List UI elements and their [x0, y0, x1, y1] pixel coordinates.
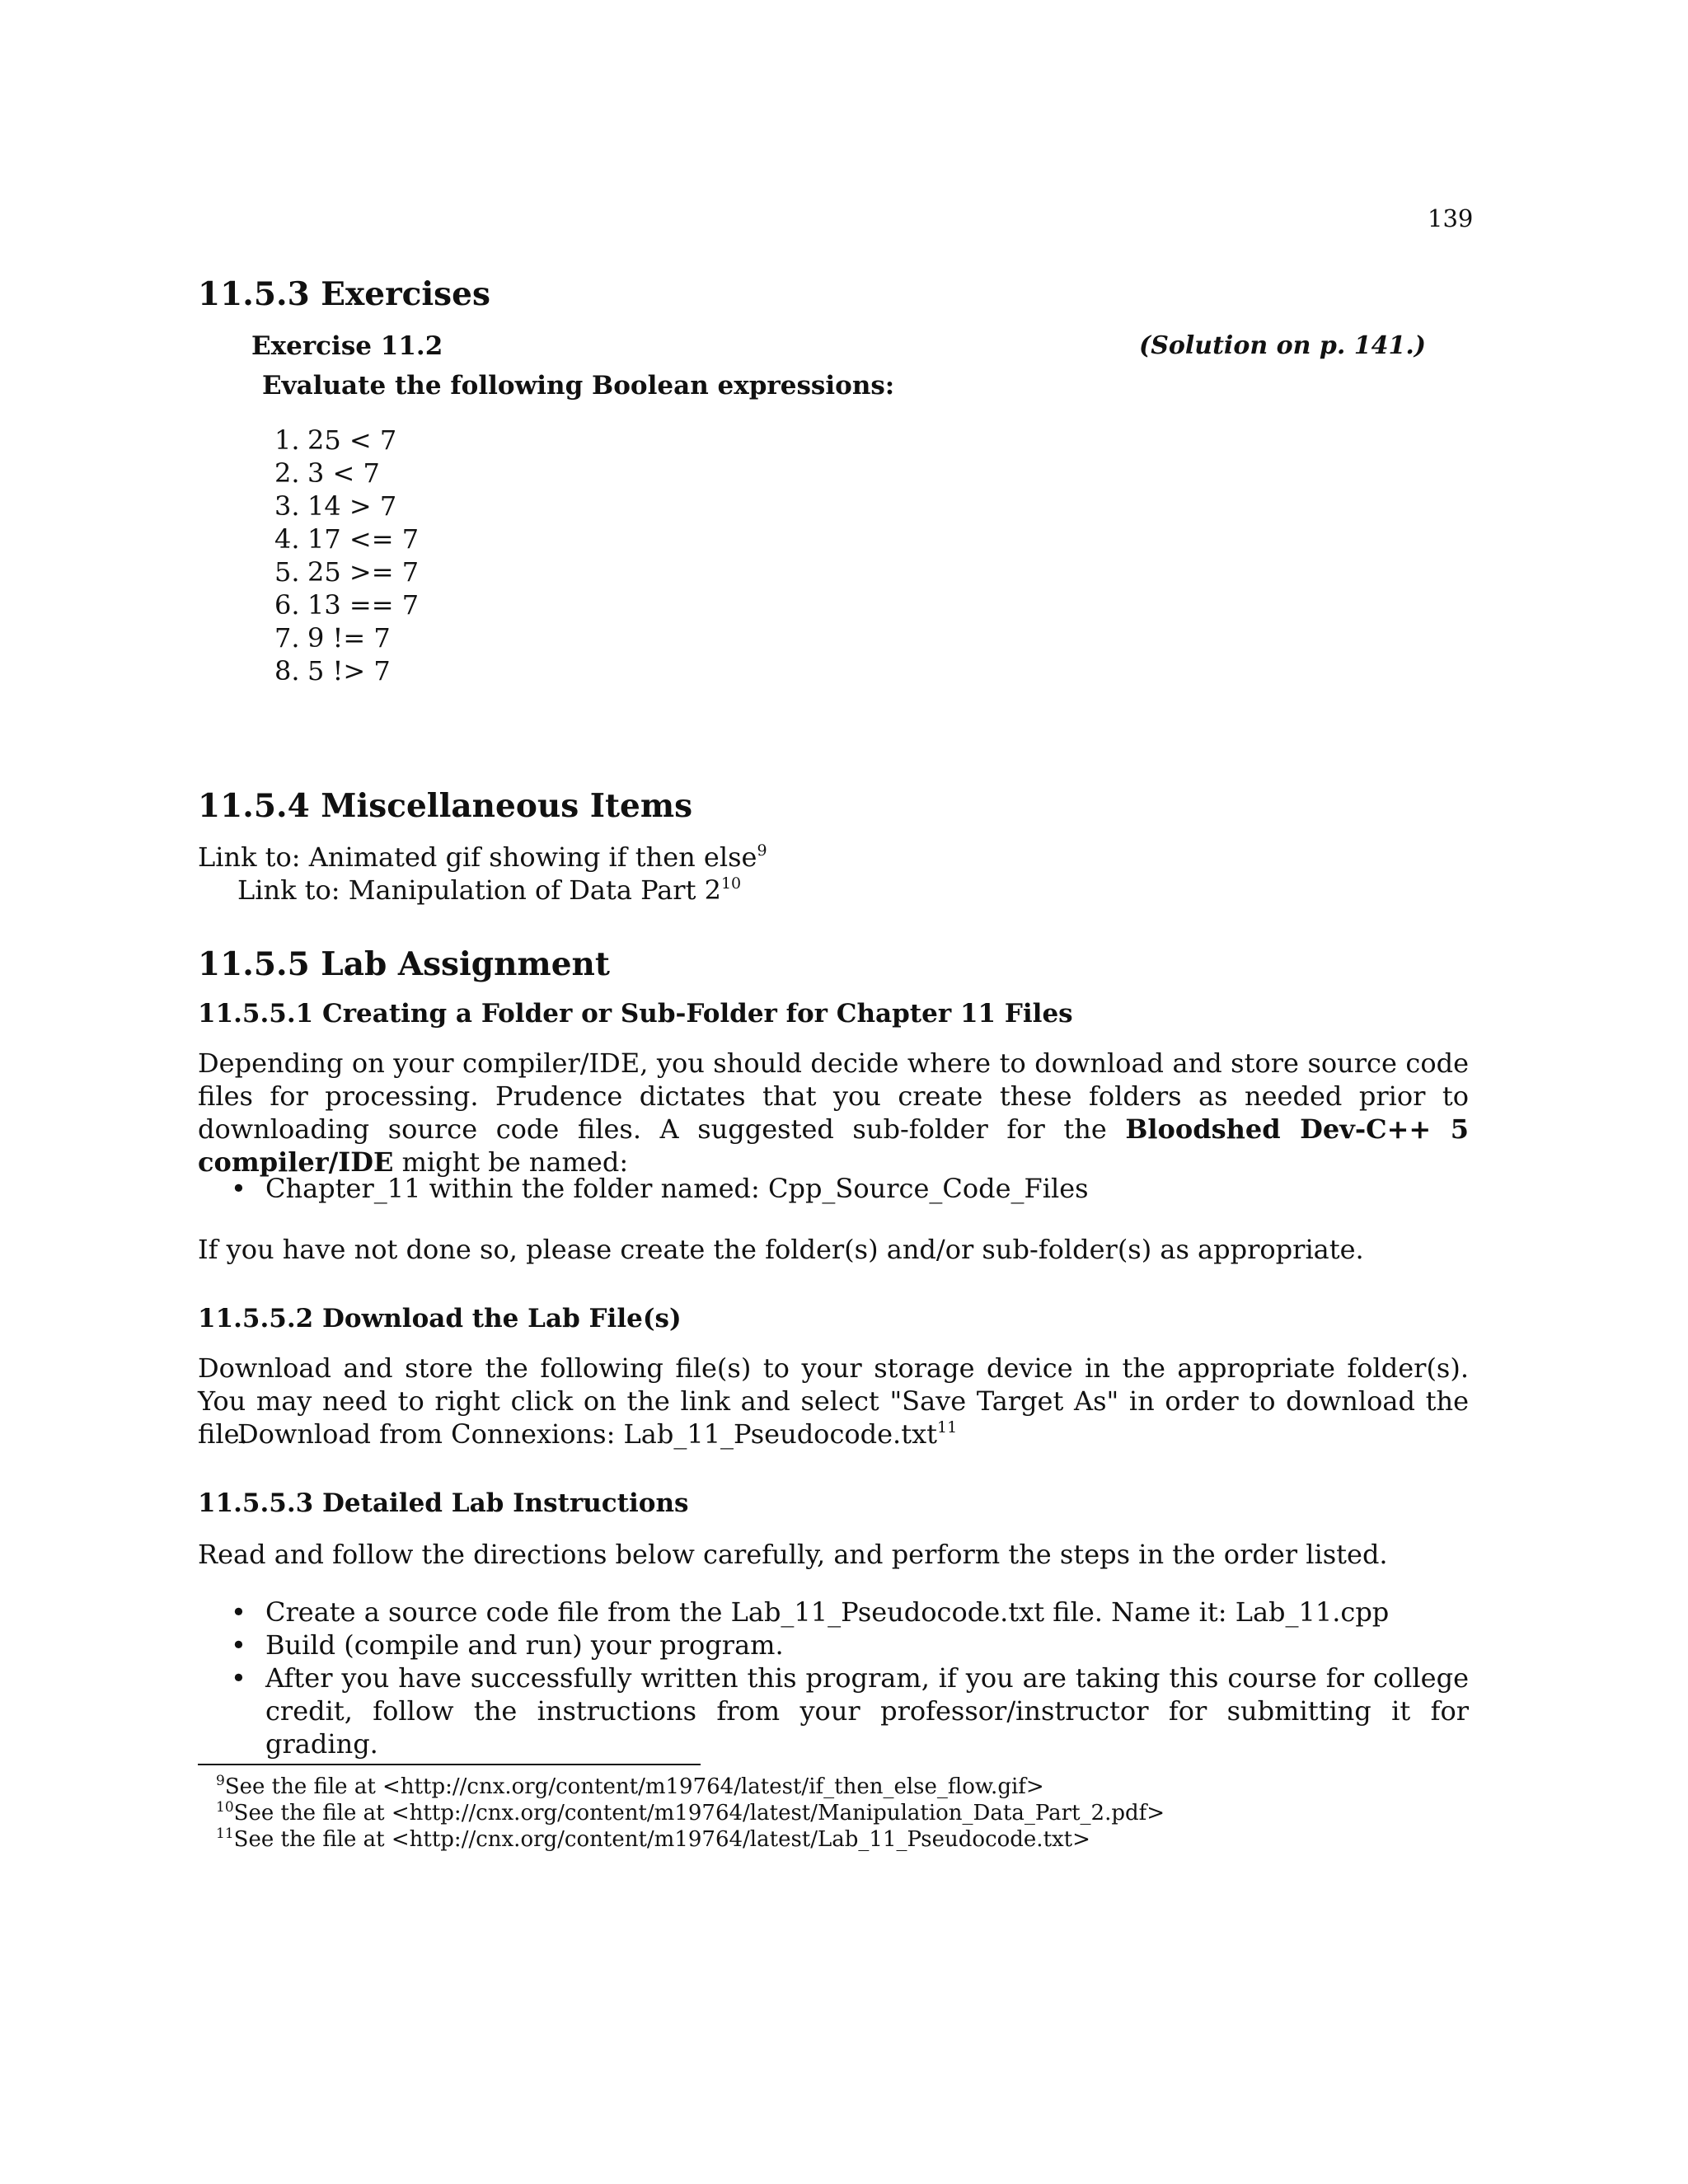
subsection-heading-download: 11.5.5.2 Download the Lab File(s) — [198, 1304, 682, 1333]
list-item: • After you have successfully written this program, if you are taking this course for college credit, follow the instructions from your professor/instructor for submitting it for grading. — [231, 1662, 1469, 1760]
solution-reference: (Solution on p. 141.) — [1139, 331, 1426, 360]
list-item: 8. 5 !> 7 — [274, 655, 391, 687]
footnote-rule — [198, 1764, 701, 1765]
download-paragraph: Download and store the following file(s) to your storage device in the appropriate folder(s). You may need to right click on the link and select "Save Target As" in order to download the file. — [198, 1352, 1469, 1450]
subsection-heading-instructions: 11.5.5.3 Detailed Lab Instructions — [198, 1488, 689, 1518]
folder-paragraph: Depending on your compiler/IDE, you should decide where to download and store source code files for processing. Prudence dictates that you create these folders as needed prior to downloading source code files. A suggested sub-folder for the Bloodshed Dev-C++ 5 compiler/IDE might be named: — [198, 1047, 1470, 1178]
instructions-paragraph: Read and follow the directions below carefully, and perform the steps in the order listed. — [198, 1539, 1388, 1570]
footnote-11: $^{11}$See the file at <http://cnx.org/content/m19764/latest/Lab_11_Pseudocode.txt> — [216, 1825, 1090, 1852]
exercise-label: Exercise 11.2 — [251, 331, 443, 361]
subsection-heading-folder: 11.5.5.1 Creating a Folder or Sub-Folder for Chapter 11 Files — [198, 999, 1073, 1029]
section-heading-lab: 11.5.5 Lab Assignment — [198, 945, 610, 983]
download-link[interactable]: Download from Connexions: Lab_11_Pseudocode.txt$^{11}$ — [237, 1418, 958, 1450]
list-item: 7. 9 != 7 — [274, 622, 391, 654]
list-item: 3. 14 > 7 — [274, 490, 397, 522]
footnote-9: $^9$See the file at <http://cnx.org/content/m19764/latest/if_then_else_flow.gif> — [216, 1773, 1044, 1799]
list-item: • Chapter_11 within the folder named: Cpp_Source_Code_Files — [231, 1173, 1089, 1204]
instructions-bullet-list — [198, 1596, 1469, 1760]
page-number: 139 — [1428, 204, 1474, 232]
link-manipulation-data[interactable]: Link to: Manipulation of Data Part $2^{10}$ — [237, 874, 742, 906]
exercise-prompt: Evaluate the following Boolean expressions: — [262, 371, 895, 401]
list-item: • Create a source code file from the Lab_11_Pseudocode.txt file. Name it: Lab_11.cpp — [231, 1596, 1390, 1628]
list-item: 5. 25 >= 7 — [274, 556, 420, 588]
boolean-expression-list — [274, 424, 419, 687]
list-item: 1. 25 < 7 — [274, 424, 397, 456]
list-item: 6. 13 == 7 — [274, 589, 420, 621]
section-heading-exercises: 11.5.3 Exercises — [198, 275, 490, 313]
section-heading-misc: 11.5.4 Miscellaneous Items — [198, 787, 693, 825]
list-item: 2. 3 < 7 — [274, 457, 380, 489]
list-item: 4. 17 <= 7 — [274, 523, 420, 555]
footnote-10: $^{10}$See the file at <http://cnx.org/content/m19764/latest/Manipulation_Data_Part_2.pdf> — [216, 1799, 1165, 1825]
list-item: • Build (compile and run) your program. — [231, 1629, 784, 1661]
folder-paragraph-2: If you have not done so, please create the folder(s) and/or sub-folder(s) as appropriate. — [198, 1234, 1364, 1265]
folder-bullet-list — [198, 1172, 1089, 1205]
link-animated-gif[interactable]: Link to: Animated gif showing if then else$^9$ — [198, 841, 767, 873]
